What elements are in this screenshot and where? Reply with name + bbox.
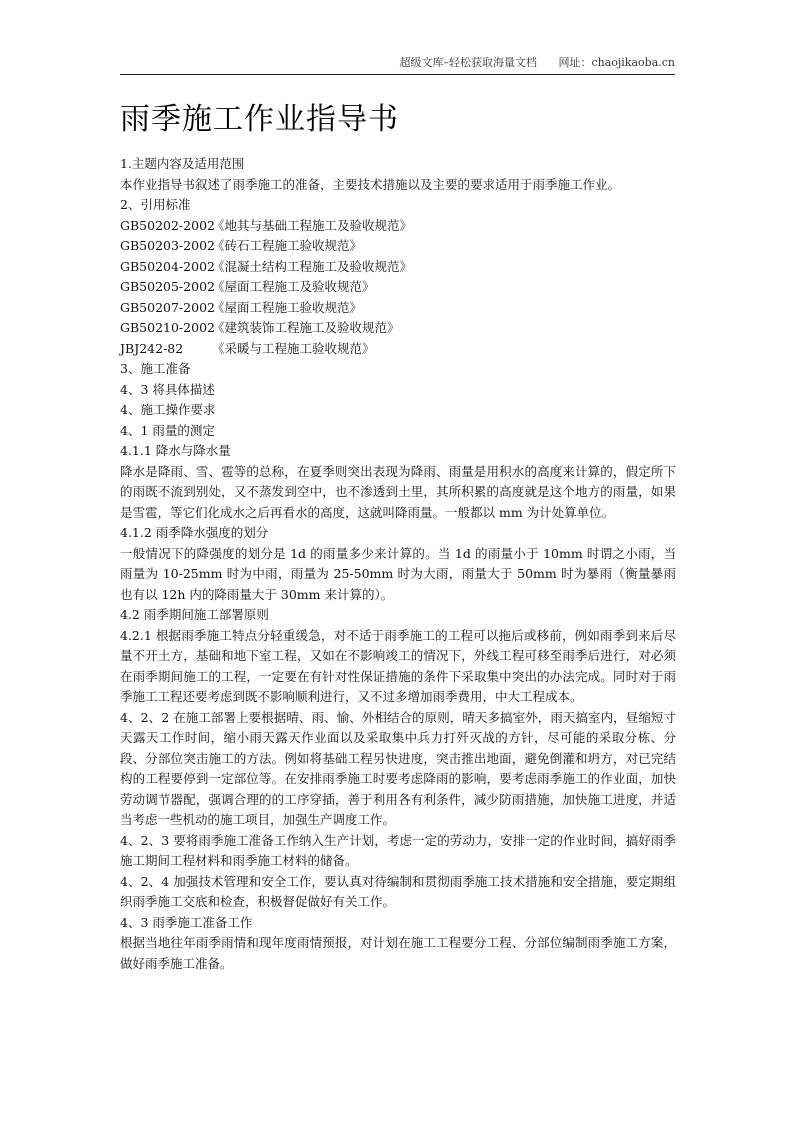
section-4-2-heading: 4.2 雨季期间施工部署原则 [120,607,269,622]
reference-code: JBJ242-82 [120,340,184,356]
reference-item [120,298,676,319]
header-url: 网址：chaojikaoba.cn [558,56,675,69]
page-header [120,54,675,75]
section-4-1-2-body: 一般情况下的降强度的划分是 1d 的雨量多少来计算的。当 1d 的雨量小于 10mm 时谓之小雨，当雨量为 10-25mm 时为中雨，雨量为 25-50mm 时为大雨，雨量大于 50mm 时为暴雨（衡量暴雨也有以 12h 内的降雨量大于 30mm 来计算的）。 [120,545,676,602]
section-3-heading: 3、施工准备 [120,361,191,376]
reference-code: GB50207-2002 [120,299,215,315]
section-4-1-1-heading: 4.1.1 降水与降水量 [120,443,231,458]
reference-code: GB50205-2002 [120,279,215,294]
reference-code: GB50203-2002 [120,238,215,253]
section-4-1-2-heading: 4.1.2 雨季降水强度的划分 [120,525,269,540]
section-4-2-2-body: 4、2、2 在施工部署上要根据晴、雨、愉、外相结合的原则，晴天多搞室外，雨天搞室内，昼缩短寸天露天工作时间，缩小雨天露天作业面以及采取集中兵力打歼灭战的方针，尽可能的采取分栋、分段、分部位突击施工的方法。例如将基础工程另快进度，突击推出地面，避免倒灌和坍方，对已完结构的工程要停到一定部位等。在安排雨季施工时要考虑降雨的影响，要考虑雨季施工的作业面，加快劳动调节器配，强调合理的的工序穿插，善于利用各有利条件，减少防雨措施，加快施工进度，并适当考虑一些机动的施工项目，加强生产调度工作。 [120,709,676,827]
reference-item [120,318,676,339]
reference-title: 《建筑装饰工程施工及验收规范》 [212,320,400,335]
reference-title: 《屋面工程施工验收规范》 [212,299,363,315]
section-4-2-3-body: 4、2、3 要将雨季施工准备工作纳入生产计划，考虑一定的劳动力，安排一定的作业时间，搞好雨季施工期间工程材料和雨季施工材料的储备。 [120,832,676,868]
section-1-body: 本作业指导书叙述了雨季施工的准备，主要技术措施以及主要的要求适用于雨季施工作业。 [120,176,621,192]
header-site-name: 超级文库–轻松获取海量文档 [399,56,537,69]
section-4-1-heading: 4、1 雨量的测定 [120,422,215,438]
reference-code: GB50202-2002 [120,217,215,233]
reference-code: GB50204-2002 [120,258,215,274]
reference-item [120,339,676,360]
reference-item [120,216,676,237]
section-4-2-4-body: 4、2、4 加强技术管理和安全工作，要认真对待编制和贯彻雨季施工技术措施和安全措施，要定期组织雨季施工交底和检查，积极督促做好有关工作。 [120,873,676,909]
section-3-note: 4、3 将具体描述 [120,381,215,397]
section-4-heading: 4、施工操作要求 [120,402,216,417]
section-2-heading: 2、引用标准 [120,197,191,212]
document-title: 雨季施工作业指导书 [120,102,399,137]
section-4-2-1-body: 4.2.1 根据雨季施工特点分轻重缓急，对不适于雨季施工的工程可以拖后或移前，例如雨季到来后尽量不开土方，基础和地下室工程，又如在不影响竣工的情况下，外线工程可移至雨季后进行，对必须在雨季期间施工的工程，一定要在有针对性保证措施的条件下采取集中突出的办法完成。同时对于雨季施工工程还要考虑到既不影响顺利进行，又不过多增加雨季费用，中大工程成本。 [120,627,676,704]
reference-code: GB50210-2002 [120,320,215,335]
document-body [120,154,676,974]
section-4-3-body: 根据当地往年雨季雨情和现年度雨情预报，对计划在施工工程要分工程、分部位编制雨季施工方案，做好雨季施工准备。 [120,935,676,971]
reference-title: 《地其与基础工程施工及验收规范》 [212,217,413,233]
reference-title: 《采暖与工程施工验收规范》 [212,340,375,356]
section-4-3-heading: 4、3 雨季施工准备工作 [120,914,253,930]
reference-item [120,257,676,278]
reference-title: 《砖石工程施工验收规范》 [212,238,363,253]
section-1-heading: 1.主题内容及适用范围 [120,156,245,171]
reference-title: 《屋面工程施工及验收规范》 [212,279,375,294]
reference-title: 《混凝土结构工程施工及验收规范》 [212,258,413,274]
section-4-1-1-body: 降水是降雨、雪、雹等的总称，在夏季则突出表现为降雨、雨量是用积水的高度来计算的，假定所下的雨既不流到别处，又不蒸发到空中，也不渗透到土里，其所积累的高度就是这个地方的雨量，如果是雪雹，等它们化成水之后再看水的高度，这就叫降雨量。一般都以 mm 为计处算单位。 [120,463,676,520]
reference-item [120,236,676,257]
reference-item [120,277,676,298]
